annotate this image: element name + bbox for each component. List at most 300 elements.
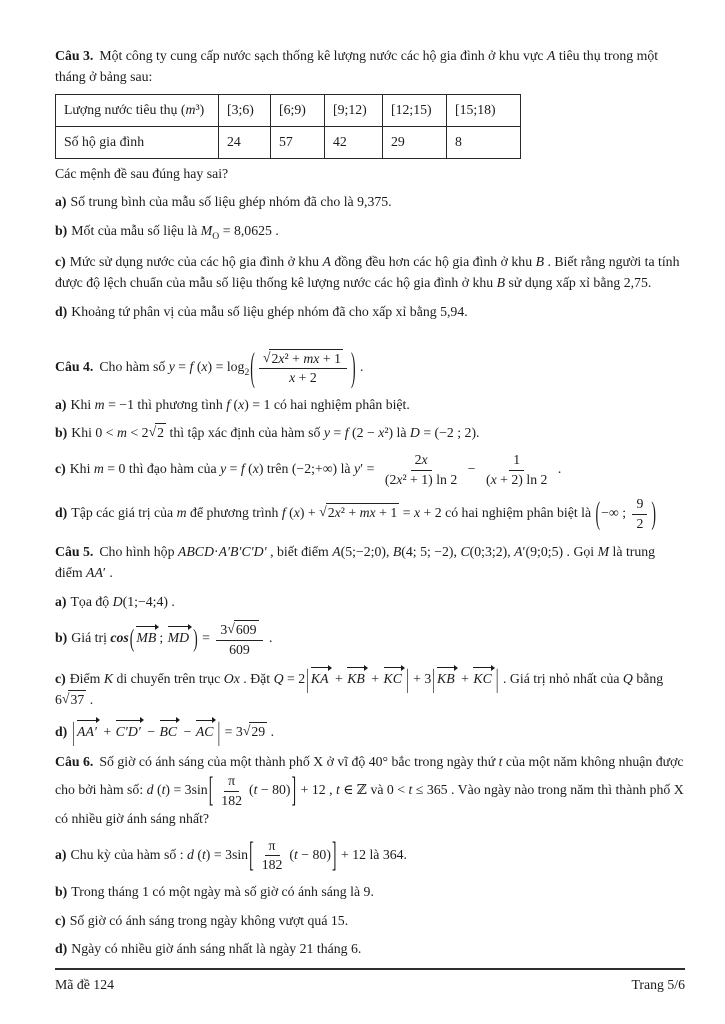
math-text: ) = 1 có hai nghiệm phân biệt. bbox=[244, 396, 410, 412]
math-delimiter: ) bbox=[651, 495, 656, 531]
exam-code: Mã đề 124 bbox=[55, 977, 115, 993]
math-text: Tọa độ bbox=[70, 593, 113, 609]
math-text: = (−2 ; 2). bbox=[419, 425, 480, 441]
q3-statement-d bbox=[55, 302, 685, 323]
math-text: Chu kỳ của hàm số : bbox=[70, 847, 187, 863]
math-text: = bbox=[399, 505, 414, 521]
statement-text bbox=[55, 665, 664, 708]
math-text: ( bbox=[193, 358, 202, 374]
statement-key: a) bbox=[55, 194, 67, 210]
math-text: thì tập xác định của hàm số bbox=[166, 425, 324, 441]
math-variable: f bbox=[240, 461, 245, 477]
q3-frequency-table bbox=[55, 94, 521, 158]
page-content bbox=[55, 46, 685, 968]
math-text: . Biết rằng người ta tính được độ lệch chuẩn của mẫu số liệu thống kê lượng nước các hộ gia đình ở khu bbox=[55, 254, 680, 291]
math-sqrt bbox=[263, 351, 343, 366]
math-variable: AA bbox=[86, 564, 103, 580]
math-text: ²) là bbox=[384, 425, 410, 441]
math-variable: ABCD bbox=[177, 544, 214, 560]
math-text: = 0 thì đạo hàm của bbox=[103, 461, 221, 477]
math-variable: x bbox=[293, 505, 300, 521]
q3-table-header-cell bbox=[56, 95, 219, 127]
math-text: = bbox=[226, 461, 241, 477]
math-text: · bbox=[213, 544, 219, 560]
numerator bbox=[224, 773, 239, 792]
math-variable: x bbox=[201, 358, 208, 374]
math-vector: AC bbox=[195, 719, 217, 743]
statement-key: a) bbox=[55, 847, 67, 863]
math-variable: x bbox=[378, 425, 385, 441]
math-delimiter: | bbox=[306, 665, 309, 694]
math-text: 182 bbox=[221, 792, 242, 808]
radical-sign: √ bbox=[148, 424, 157, 440]
math-text: ( bbox=[244, 461, 253, 477]
math-variable: M bbox=[200, 223, 213, 239]
q3-interval-cell: [6;9) bbox=[271, 95, 325, 127]
math-variable: f bbox=[226, 396, 231, 412]
math-delimiter: | bbox=[72, 717, 76, 747]
q3-question-line: Các mệnh đề sau đúng hay sai? bbox=[55, 165, 229, 181]
math-text: ) = 3sin bbox=[205, 847, 249, 863]
math-text: ′ . bbox=[102, 564, 113, 580]
question-6 bbox=[55, 752, 685, 960]
statement-text bbox=[71, 717, 275, 747]
q6-statement-c bbox=[55, 911, 685, 932]
math-text: Mốt của mẫu số liệu là bbox=[71, 223, 201, 239]
math-text: 1 bbox=[513, 452, 521, 467]
q4-statement-d bbox=[55, 496, 685, 532]
q5-intro-text bbox=[55, 544, 655, 580]
math-text: của một năm không nhuận được cho bởi hàm số: bbox=[55, 754, 684, 798]
table-row-counts bbox=[56, 127, 521, 159]
math-delimiter: ( bbox=[250, 344, 255, 389]
math-text: 29 bbox=[251, 723, 266, 739]
q5-statement-d bbox=[55, 717, 685, 747]
math-variable: x bbox=[238, 396, 245, 412]
q6-intro bbox=[55, 752, 685, 829]
math-subscript: 2 bbox=[244, 366, 250, 378]
math-variable: y bbox=[220, 461, 227, 477]
math-function: cos bbox=[110, 630, 129, 646]
math-text: Khi bbox=[69, 461, 94, 477]
math-vector: BC bbox=[159, 719, 181, 743]
denominator bbox=[632, 515, 647, 533]
math-text: + 12 , bbox=[297, 782, 336, 798]
math-text: là trung điểm bbox=[55, 544, 656, 580]
math-variable: d bbox=[146, 782, 154, 798]
radical-sign: √ bbox=[262, 349, 271, 365]
statement-text bbox=[71, 425, 479, 440]
math-text: (2 bbox=[384, 471, 397, 487]
math-text: − 80) bbox=[257, 782, 291, 798]
math-variable: y bbox=[323, 425, 331, 441]
math-delimiter: ] bbox=[291, 771, 297, 809]
math-variable: f bbox=[344, 425, 349, 441]
math-variable: B bbox=[535, 254, 544, 270]
math-text: 2 bbox=[414, 452, 422, 467]
denominator bbox=[482, 471, 551, 489]
math-variable: m bbox=[117, 425, 127, 441]
statement-text bbox=[71, 941, 361, 956]
q5-intro bbox=[55, 542, 685, 583]
math-text: + 2 bbox=[295, 370, 317, 386]
math-text: − bbox=[143, 723, 159, 739]
math-text: để phương trình bbox=[186, 505, 282, 521]
math-text: = bbox=[174, 358, 190, 374]
math-variable: A′B′C′D′ bbox=[218, 544, 267, 560]
numerator bbox=[216, 620, 262, 641]
math-sqrt bbox=[227, 622, 258, 637]
math-text: ( bbox=[486, 471, 491, 487]
numerator bbox=[265, 838, 280, 857]
math-variable: mx bbox=[303, 350, 320, 366]
radical-sign: √ bbox=[227, 621, 235, 637]
math-text: = 2 bbox=[283, 671, 306, 687]
math-text: + 2) ln 2 bbox=[496, 471, 548, 487]
math-text: = 3 bbox=[221, 723, 243, 739]
math-text: ′ = bbox=[360, 461, 378, 477]
math-variable: x bbox=[334, 505, 341, 521]
statement-text bbox=[70, 836, 408, 874]
math-text: 609 bbox=[235, 622, 257, 638]
math-text: Cho hàm số bbox=[99, 358, 169, 374]
math-variable: Q bbox=[273, 671, 284, 687]
math-variable: y bbox=[354, 461, 361, 477]
math-text: 2 bbox=[636, 515, 644, 531]
math-text: ( bbox=[153, 782, 162, 798]
math-text: 2 bbox=[327, 505, 335, 521]
statement-key: c) bbox=[55, 254, 66, 270]
math-text: di chuyển trên trục bbox=[113, 671, 224, 687]
radicand bbox=[326, 503, 400, 521]
math-variable: x bbox=[289, 370, 296, 386]
math-text: Khi 0 < bbox=[71, 425, 118, 441]
math-text: , biết điểm bbox=[266, 544, 333, 560]
math-text: + bbox=[367, 671, 383, 687]
math-text: Điểm bbox=[69, 671, 104, 687]
statement-key: b) bbox=[55, 223, 68, 239]
math-vector: KC bbox=[383, 666, 405, 690]
math-text: ≤ 365 . Vào ngày nào trong năm thì thành phố X có nhiều giờ ánh sáng nhất? bbox=[55, 782, 684, 827]
q3-statement-a bbox=[55, 192, 685, 213]
math-variable: t bbox=[335, 782, 340, 798]
math-variable: B bbox=[392, 544, 402, 560]
math-text: 2 bbox=[271, 350, 279, 366]
radicand bbox=[68, 690, 86, 708]
math-vector: AA′ bbox=[76, 719, 100, 743]
q3-count-cell: 8 bbox=[447, 127, 521, 159]
page-number: Trang 5/6 bbox=[631, 977, 685, 993]
math-variable: A bbox=[514, 544, 523, 560]
math-text: + 12 là 364. bbox=[337, 847, 408, 863]
math-variable: x bbox=[396, 471, 403, 487]
math-delimiter: ) bbox=[351, 344, 356, 389]
math-fraction bbox=[381, 452, 461, 488]
math-text: 9 bbox=[636, 496, 644, 512]
math-text: tiêu thụ trong một tháng ở bảng sau: bbox=[55, 48, 659, 84]
math-variable: m bbox=[185, 102, 196, 118]
q5-statement-a bbox=[55, 592, 685, 613]
denominator bbox=[381, 471, 461, 489]
math-text: + bbox=[331, 671, 347, 687]
math-text: . Đặt bbox=[239, 671, 274, 687]
math-text: Số trung bình của mẫu số liệu ghép nhóm đã cho là 9,375. bbox=[70, 194, 392, 210]
q5-statement-c bbox=[55, 666, 685, 710]
q3-interval-cell: [3;6) bbox=[219, 95, 271, 127]
math-text: Một công ty cung cấp nước sạch thống kê lượng nước các hộ gia đình ở khu vực bbox=[99, 48, 547, 63]
math-variable: C bbox=[460, 544, 470, 560]
radical-sign: √ bbox=[242, 722, 251, 738]
math-text: Số giờ có ánh sáng của một thành phố X ở vĩ độ 40° bắc trong ngày thứ bbox=[99, 754, 499, 770]
radical-sign: √ bbox=[319, 504, 327, 520]
math-variable: t bbox=[201, 847, 206, 863]
radicand bbox=[269, 349, 343, 367]
math-vector: KB bbox=[436, 666, 458, 690]
math-fraction bbox=[482, 452, 551, 488]
math-variable: Ox bbox=[223, 671, 240, 687]
math-text: + bbox=[457, 671, 473, 687]
q3-count-cell: 29 bbox=[383, 127, 447, 159]
math-variable: K bbox=[103, 671, 114, 687]
math-text: ² + bbox=[340, 505, 360, 521]
q6-statement-b bbox=[55, 882, 685, 903]
math-vector: KA bbox=[310, 666, 332, 690]
math-sqrt bbox=[149, 425, 166, 440]
math-delimiter: ] bbox=[331, 836, 337, 874]
math-text: = 8,0625 . bbox=[219, 223, 279, 239]
math-delimiter: | bbox=[432, 665, 436, 694]
denominator bbox=[285, 369, 321, 387]
math-text: − bbox=[464, 461, 479, 477]
q3-count-cell: 24 bbox=[219, 127, 271, 159]
statement-text bbox=[71, 304, 467, 319]
statement-key: d) bbox=[55, 941, 68, 957]
math-variable: t bbox=[408, 782, 413, 798]
math-text: . bbox=[86, 692, 94, 708]
statement-key: b) bbox=[55, 630, 68, 646]
math-variable: D bbox=[112, 593, 123, 609]
q6-statement-a bbox=[55, 838, 685, 874]
statement-key: c) bbox=[55, 671, 66, 687]
q4-statement-a bbox=[55, 395, 685, 416]
math-text: sử dụng xấp xỉ bằng 2,75. bbox=[505, 275, 652, 291]
statement-text bbox=[69, 452, 562, 487]
math-delimiter: [ bbox=[249, 836, 254, 874]
question-4 bbox=[55, 344, 685, 533]
math-delimiter: ( bbox=[129, 625, 135, 653]
q3-count-cell: 57 bbox=[271, 127, 325, 159]
question-6-label: Câu 6. bbox=[55, 754, 94, 770]
math-text: ) = log bbox=[207, 358, 245, 374]
math-text: (2 − bbox=[348, 425, 379, 441]
q3-row-label-cell: Số hộ gia đình bbox=[56, 127, 219, 159]
statement-text bbox=[71, 594, 175, 609]
statement-key: a) bbox=[55, 593, 67, 609]
statement-text bbox=[55, 254, 679, 290]
q6-statement-d bbox=[55, 939, 685, 960]
math-text: Khoảng tứ phân vị của mẫu số liệu ghép nhóm đã cho xấp xỉ bằng 5,94. bbox=[71, 303, 468, 319]
math-variable: x bbox=[490, 471, 497, 487]
math-text: ) = 3sin bbox=[165, 782, 208, 798]
math-vector: MD bbox=[167, 625, 192, 649]
q3-interval-cell: [12;15) bbox=[383, 95, 447, 127]
math-text: Khi bbox=[70, 396, 95, 412]
table-row-intervals bbox=[56, 95, 521, 127]
statement-text bbox=[71, 194, 392, 209]
math-text: π bbox=[268, 837, 276, 853]
math-text: = −1 thì phương tình bbox=[104, 396, 227, 412]
statement-key: d) bbox=[55, 505, 68, 521]
math-variable: t bbox=[294, 847, 298, 863]
q4-statement-c bbox=[55, 452, 685, 488]
math-variable: t bbox=[253, 782, 258, 798]
numerator bbox=[632, 496, 647, 515]
math-variable: A bbox=[322, 254, 331, 270]
math-text: ² + 1) ln 2 bbox=[402, 471, 458, 487]
q3-intro bbox=[55, 46, 685, 87]
denominator bbox=[258, 856, 287, 874]
math-text: ( bbox=[230, 396, 239, 412]
math-text: (0;3;2), bbox=[469, 544, 515, 560]
math-fraction bbox=[217, 773, 246, 809]
math-text: ( bbox=[289, 847, 294, 863]
statement-key: c) bbox=[55, 461, 66, 477]
math-fraction bbox=[258, 838, 287, 874]
math-text: ³) bbox=[195, 102, 205, 118]
math-text: Cho hình hộp bbox=[99, 544, 178, 560]
math-text: + 1 bbox=[319, 350, 341, 366]
math-variable: mx bbox=[359, 505, 376, 521]
statement-text bbox=[71, 397, 410, 412]
q3-statement-b bbox=[55, 221, 685, 244]
math-text: Ngày có nhiều giờ ánh sáng nhất là ngày 21 tháng 6. bbox=[71, 941, 362, 957]
math-sqrt bbox=[319, 505, 399, 520]
statement-text bbox=[70, 913, 348, 928]
math-text: ( bbox=[193, 847, 202, 863]
math-text: Lượng nước tiêu thụ ( bbox=[64, 102, 186, 118]
math-fraction bbox=[632, 496, 647, 532]
math-text: + 2 có hai nghiệm phân biệt là bbox=[420, 505, 595, 521]
math-text: 609 bbox=[229, 641, 250, 657]
math-text: . bbox=[356, 358, 364, 374]
q6-intro-text bbox=[55, 754, 684, 826]
statement-key: b) bbox=[55, 425, 68, 441]
math-text: + 3 bbox=[409, 671, 432, 687]
math-delimiter: [ bbox=[208, 771, 214, 809]
math-delimiter: ( bbox=[595, 495, 601, 531]
statement-text bbox=[71, 495, 657, 531]
math-variable: A bbox=[546, 48, 556, 63]
math-text: − 80) bbox=[297, 847, 331, 863]
radicand bbox=[234, 620, 259, 638]
math-variable: x bbox=[252, 461, 259, 477]
math-text: Số giờ có ánh sáng trong ngày không vượt quá 15. bbox=[69, 912, 349, 928]
math-text: (1;−4;4) . bbox=[122, 593, 175, 609]
math-delimiter: | bbox=[405, 665, 409, 694]
numerator bbox=[411, 452, 432, 471]
q5-statement-b bbox=[55, 620, 685, 658]
math-delimiter: ) bbox=[193, 625, 198, 653]
math-text: −∞ ; bbox=[601, 505, 630, 521]
math-variable: d bbox=[187, 847, 194, 863]
math-text: . bbox=[265, 630, 273, 646]
math-text: ) trên (−2;+∞) là bbox=[258, 461, 355, 477]
math-fraction bbox=[216, 620, 262, 658]
math-text: π bbox=[228, 773, 236, 789]
math-text: = bbox=[330, 425, 345, 441]
math-variable: m bbox=[176, 505, 187, 521]
radicand bbox=[155, 423, 166, 441]
math-text: Trong tháng 1 có một ngày mà số giờ có ánh sáng là 9. bbox=[71, 883, 374, 899]
math-text: ² + bbox=[284, 350, 304, 366]
math-text: đồng đều hơn các hộ gia đình ở khu bbox=[330, 254, 536, 270]
math-sqrt bbox=[62, 692, 86, 707]
q3-count-cell: 42 bbox=[325, 127, 383, 159]
math-text: − bbox=[180, 723, 195, 739]
math-text: ( bbox=[285, 505, 294, 521]
math-variable: Q bbox=[622, 671, 633, 687]
math-variable: B bbox=[496, 275, 506, 291]
math-variable: m bbox=[93, 461, 104, 477]
math-text: = bbox=[198, 630, 214, 646]
denominator bbox=[225, 641, 254, 659]
math-vector: C′D′ bbox=[115, 719, 144, 743]
math-vector: KC bbox=[472, 666, 494, 690]
numerator bbox=[259, 349, 347, 370]
math-text: (4; 5; −2), bbox=[401, 544, 461, 560]
math-text: ′(9;0;5) . Gọi bbox=[522, 544, 598, 560]
math-text: Mức sử dụng nước của các hộ gia đình ở khu bbox=[69, 254, 323, 270]
question-4-label: Câu 4. bbox=[55, 358, 94, 374]
statement-key: d) bbox=[55, 303, 68, 319]
math-text: + 1 bbox=[375, 505, 398, 521]
radical-sign: √ bbox=[61, 691, 70, 707]
math-variable: x bbox=[421, 452, 428, 467]
math-text: ∈ ℤ và 0 < bbox=[339, 782, 409, 798]
math-text: (5;−2;0), bbox=[340, 544, 393, 560]
math-variable: f bbox=[281, 505, 286, 521]
q3-interval-cell: [15;18) bbox=[447, 95, 521, 127]
math-variable: D bbox=[409, 425, 420, 441]
question-3-label: Câu 3. bbox=[55, 48, 94, 63]
math-text: < 2 bbox=[126, 425, 149, 441]
math-text: Tập các giá trị của bbox=[71, 505, 177, 521]
statement-key: d) bbox=[55, 723, 68, 739]
q4-intro-text bbox=[99, 344, 364, 389]
math-variable: t bbox=[161, 782, 166, 798]
radicand bbox=[249, 722, 267, 740]
statement-key: c) bbox=[55, 912, 66, 928]
math-vector: MB bbox=[135, 625, 159, 649]
q4-statement-b bbox=[55, 423, 685, 444]
math-variable: f bbox=[189, 358, 194, 374]
math-text: 37 bbox=[70, 692, 85, 708]
q3-statement-c bbox=[55, 252, 685, 293]
statement-text bbox=[71, 223, 279, 242]
page-footer bbox=[55, 968, 685, 996]
q4-intro bbox=[55, 344, 685, 389]
numerator bbox=[509, 452, 524, 471]
math-delimiter: | bbox=[495, 665, 499, 694]
math-variable: t bbox=[498, 754, 503, 770]
math-variable: A bbox=[332, 544, 341, 560]
q3-interval-cell: [9;12) bbox=[325, 95, 383, 127]
math-text: bằng 6 bbox=[55, 671, 664, 708]
math-text: 2 bbox=[157, 425, 165, 441]
math-variable: M bbox=[597, 544, 610, 560]
math-text: 182 bbox=[261, 857, 283, 873]
math-text: 3 bbox=[220, 622, 228, 638]
